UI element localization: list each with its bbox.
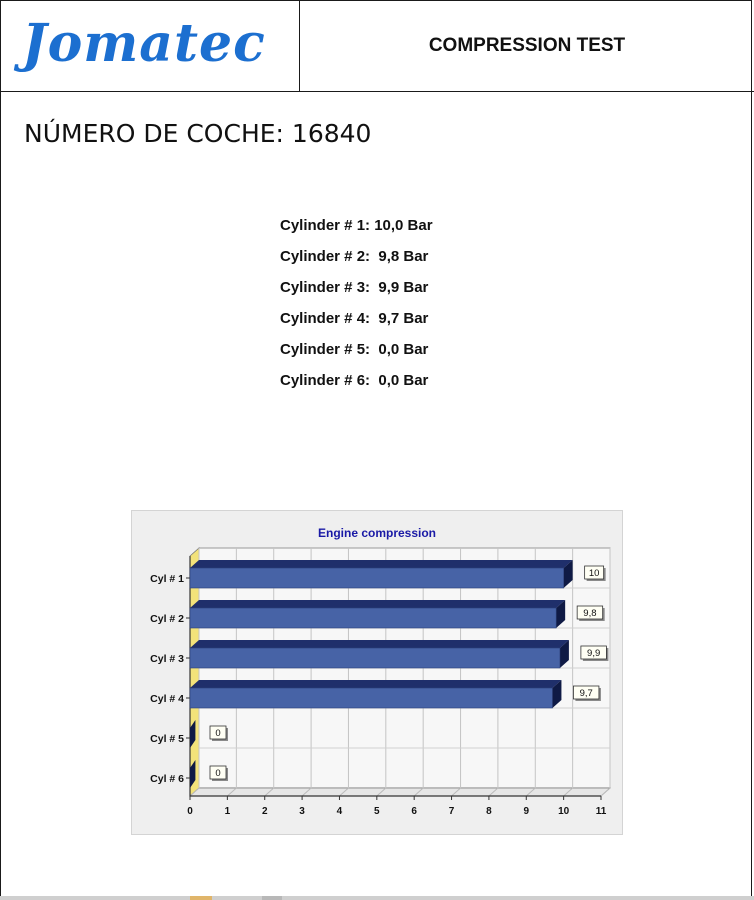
bottom-tab [190, 896, 212, 900]
chart-x-tick-label: 1 [224, 806, 231, 817]
chart-x-tick-label: 2 [261, 806, 268, 817]
engine-compression-chart [131, 510, 623, 835]
chart-x-tick-label: 5 [374, 806, 380, 817]
cylinder-reading-1: Cylinder # 1: 10,0 Bar [280, 217, 433, 234]
chart-title: Engine compression [317, 526, 437, 540]
chart-canvas [132, 511, 622, 834]
chart-category-label: Cyl # 2 [150, 613, 184, 625]
chart-category-label: Cyl # 6 [150, 773, 184, 785]
chart-x-tick-label: 4 [336, 806, 343, 817]
chart-bar-top [190, 680, 561, 688]
chart-category-label: Cyl # 4 [150, 693, 184, 705]
company-logo: Jomatec [22, 13, 266, 74]
cylinder-reading-5: Cylinder # 5: 0,0 Bar [280, 341, 429, 358]
chart-x-tick-label: 10 [558, 806, 570, 817]
header-divider [0, 91, 754, 92]
chart-category-label: Cyl # 1 [150, 573, 184, 585]
chart-x-tick-label: 8 [486, 806, 492, 817]
bottom-tab [262, 896, 282, 900]
chart-x-tick-label: 6 [411, 806, 417, 817]
chart-bar-top [190, 560, 573, 568]
chart-floor [190, 788, 610, 796]
cylinder-reading-6: Cylinder # 6: 0,0 Bar [280, 372, 429, 389]
chart-data-label: 0 [215, 768, 221, 779]
document-header [0, 0, 754, 92]
chart-x-tick-label: 11 [595, 806, 607, 817]
chart-data-label: 9,8 [583, 608, 597, 619]
chart-data-label: 9,9 [587, 648, 601, 659]
cylinder-reading-4: Cylinder # 4: 9,7 Bar [280, 310, 429, 327]
chart-bar [190, 608, 556, 628]
chart-x-tick-label: 0 [187, 806, 193, 817]
chart-bar [190, 648, 560, 668]
chart-x-tick-label: 9 [523, 806, 530, 817]
chart-bar-top [190, 600, 565, 608]
chart-category-label: Cyl # 3 [150, 653, 184, 665]
cylinder-reading-2: Cylinder # 2: 9,8 Bar [280, 248, 429, 265]
chart-bar-top [190, 640, 569, 648]
chart-x-tick-label: 3 [299, 806, 305, 817]
chart-data-label: 0 [215, 728, 221, 739]
document-title: COMPRESSION TEST [428, 35, 626, 56]
cylinder-reading-3: Cylinder # 3: 9,9 Bar [280, 279, 429, 296]
chart-bar [190, 688, 552, 708]
chart-data-label: 9,7 [579, 688, 593, 699]
bottom-strip [0, 896, 754, 900]
cylinder-readings [280, 216, 433, 402]
chart-x-tick-label: 7 [448, 806, 455, 817]
chart-bar [190, 568, 564, 588]
logo-cell [0, 0, 300, 91]
car-number: NÚMERO DE COCHE: 16840 [24, 119, 372, 148]
chart-data-label: 10 [588, 568, 600, 579]
chart-category-label: Cyl # 5 [150, 733, 184, 745]
